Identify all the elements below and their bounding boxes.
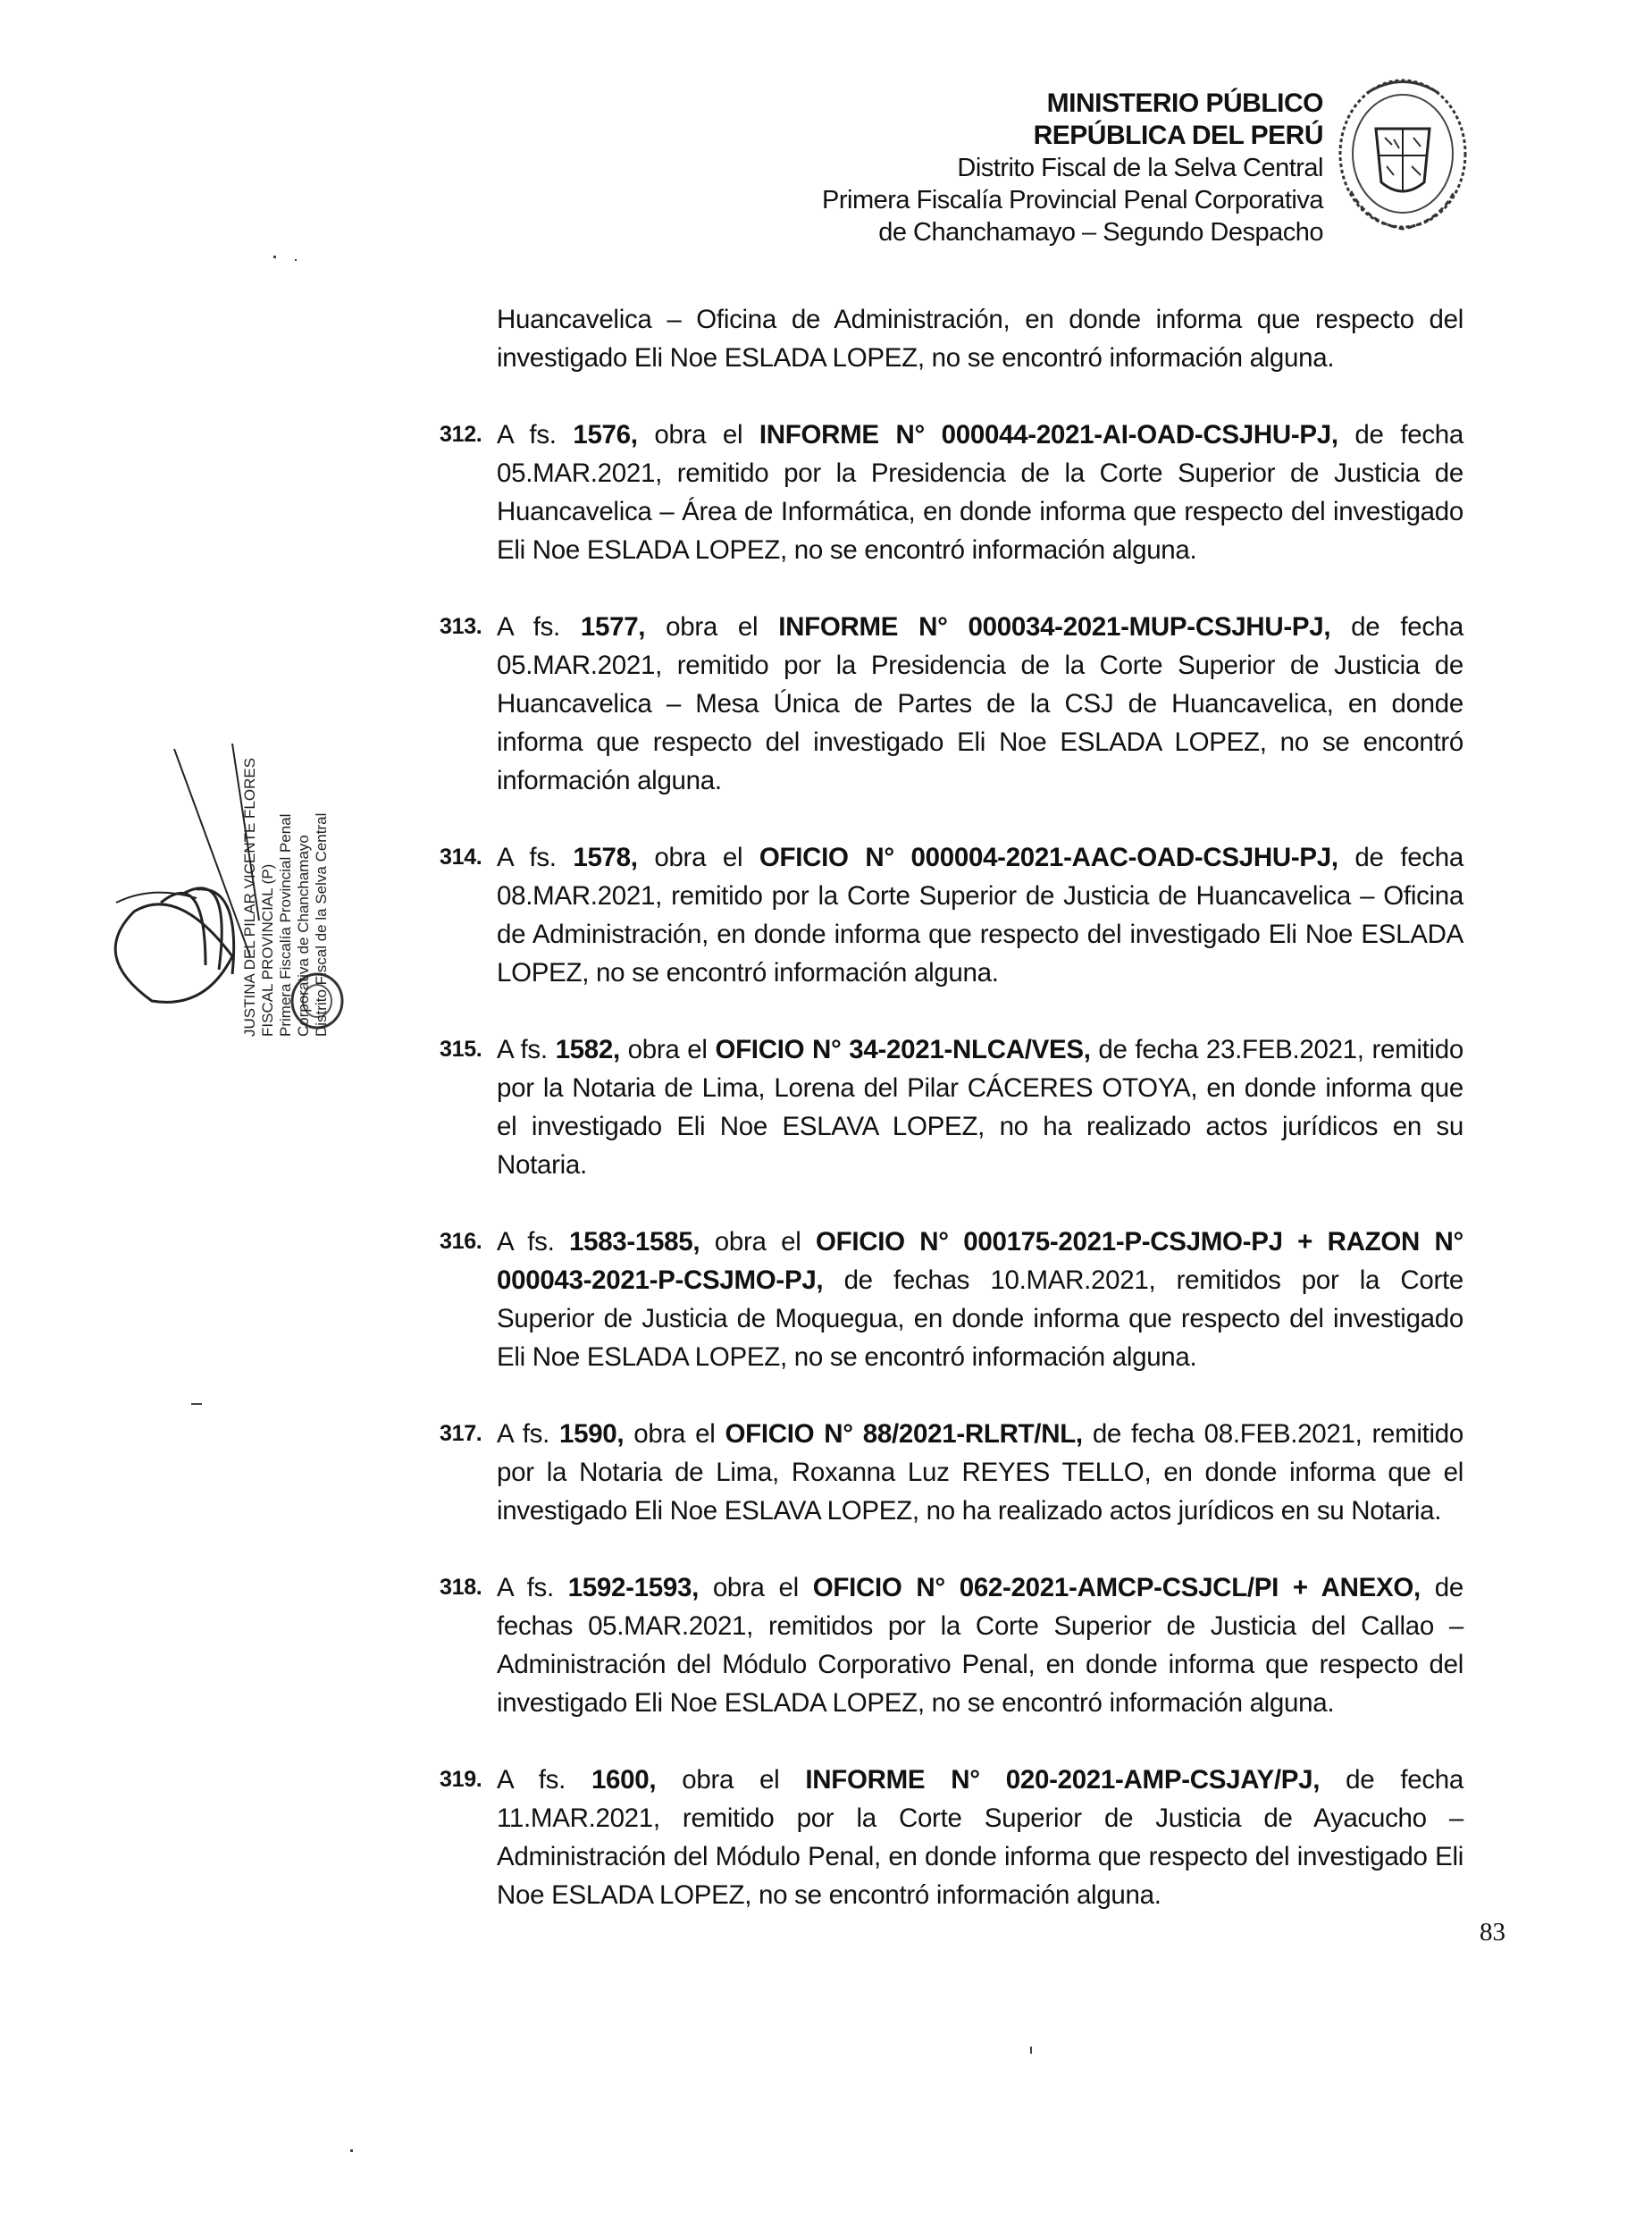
stamp-title: FISCAL PROVINCIAL (P) bbox=[259, 863, 276, 1037]
item-number: 316. bbox=[440, 1228, 482, 1254]
item-text: de fechas 05.MAR.2021, remitidos por la Corte Superior de Justicia del Callao – Administración del Módulo Corporativo Penal, en donde informa que respecto del investigado Eli Noe ESLADA LOPEZ, no se encontró información alguna. bbox=[497, 1572, 1463, 1718]
folio-ref: 1600, bbox=[591, 1764, 657, 1795]
item-text: A fs. bbox=[497, 611, 581, 642]
item-number: 317. bbox=[440, 1420, 482, 1446]
scan-speck bbox=[1030, 2047, 1032, 2054]
item-text: de fecha 08.FEB.2021, remitido por la Notaria de Lima, Roxanna Luz REYES TELLO, en donde informa que el investigado Eli Noe ESLAVA LOPEZ, no ha realizado actos jurídicos en su Notaria. bbox=[497, 1418, 1463, 1526]
document-ref: INFORME N° 020-2021-AMP-CSJAY/PJ, bbox=[805, 1764, 1321, 1795]
header-institution: MINISTERIO PÚBLICO bbox=[1046, 88, 1323, 118]
letterhead bbox=[822, 88, 1323, 248]
item-text: obra el bbox=[637, 842, 759, 872]
list-item bbox=[440, 1030, 1463, 1184]
continuation-paragraph: Huancavelica – Oficina de Administración, en donde informa que respecto del investigado Eli Noe ESLADA LOPEZ, no se encontró información alguna. bbox=[497, 304, 1463, 373]
item-number: 319. bbox=[440, 1766, 482, 1792]
folio-ref: 1577, bbox=[580, 611, 646, 642]
list-item bbox=[440, 838, 1463, 992]
item-text: A fs. bbox=[497, 842, 574, 872]
scan-speck bbox=[295, 259, 297, 261]
folio-ref: 1583-1585, bbox=[568, 1226, 700, 1257]
item-text: obra el bbox=[700, 1226, 816, 1257]
item-text: obra el bbox=[698, 1572, 813, 1602]
header-district: Distrito Fiscal de la Selva Central bbox=[957, 154, 1323, 182]
scan-speck bbox=[273, 256, 276, 258]
item-text: obra el bbox=[624, 1418, 725, 1449]
item-number: 315. bbox=[440, 1036, 482, 1062]
list-item bbox=[440, 608, 1463, 800]
list-item bbox=[440, 1568, 1463, 1722]
item-number: 314. bbox=[440, 844, 482, 870]
list-item bbox=[440, 1223, 1463, 1376]
document-ref: OFICIO N° 34-2021-NLCA/VES, bbox=[715, 1034, 1091, 1064]
item-number: 318. bbox=[440, 1574, 482, 1600]
item-text: A fs. bbox=[497, 1572, 568, 1602]
document-ref: OFICIO N° 000175-2021-P-CSJMO-PJ + RAZON N° 000043-2021-P-CSJMO-PJ, bbox=[497, 1226, 1463, 1295]
folio-ref: 1590, bbox=[558, 1418, 625, 1449]
folio-ref: 1582, bbox=[555, 1034, 620, 1064]
item-number: 313. bbox=[440, 613, 482, 639]
document-ref: INFORME N° 000044-2021-AI-OAD-CSJHU-PJ, bbox=[759, 419, 1338, 450]
list-item bbox=[440, 1415, 1463, 1530]
item-text: A fs. bbox=[497, 1418, 559, 1449]
scan-speck bbox=[350, 2149, 353, 2152]
document-ref: OFICIO N° 000004-2021-AAC-OAD-CSJHU-PJ, bbox=[759, 842, 1338, 872]
document-ref: INFORME N° 000034-2021-MUP-CSJHU-PJ, bbox=[778, 611, 1331, 642]
item-text: de fecha 08.MAR.2021, remitido por la Corte Superior de Justicia de Huancavelica – Oficina de Administración, en donde informa que respecto del investigado Eli Noe ESLADA LOPEZ, no se encontró información alguna. bbox=[497, 842, 1463, 988]
stamp-district: Distrito Fiscal de la Selva Central bbox=[313, 812, 330, 1037]
item-text: A fs. bbox=[497, 1034, 556, 1064]
item-text: obra el bbox=[656, 1764, 806, 1795]
document-ref: OFICIO N° 88/2021-RLRT/NL, bbox=[725, 1418, 1083, 1449]
document-body bbox=[440, 273, 1463, 1953]
national-seal-icon bbox=[1331, 66, 1474, 236]
header-office: Primera Fiscalía Provincial Penal Corporativa bbox=[822, 186, 1323, 214]
item-text: de fecha 05.MAR.2021, remitido por la Presidencia de la Corte Superior de Justicia de Huancavelica – Área de Informática, en donde informa que respecto del investigado Eli Noe ESLADA LOPEZ, no se encontró información alguna. bbox=[497, 419, 1463, 565]
item-text: de fechas 10.MAR.2021, remitidos por la Corte Superior de Justicia de Moquegua, en donde informa que respecto del investigado Eli Noe ESLADA LOPEZ, no se encontró información alguna. bbox=[497, 1265, 1463, 1372]
item-text: de fecha 11.MAR.2021, remitido por la Corte Superior de Justicia de Ayacucho – Administración del Módulo Penal, en donde informa que respecto del investigado Eli Noe ESLADA LOPEZ, no se encontró información alguna. bbox=[497, 1764, 1463, 1910]
list-item bbox=[440, 416, 1463, 569]
header-country: REPÚBLICA DEL PERÚ bbox=[1033, 121, 1323, 150]
item-text: obra el bbox=[619, 1034, 716, 1064]
stamp-name: JUSTINA DEL PILAR VICENTE FLORES bbox=[241, 757, 258, 1037]
list-item bbox=[440, 1761, 1463, 1914]
item-text: obra el bbox=[637, 419, 759, 450]
folio-ref: 1578, bbox=[573, 842, 638, 872]
item-text: A fs. bbox=[497, 419, 574, 450]
item-text: A fs. bbox=[497, 1226, 569, 1257]
folio-ref: 1576, bbox=[573, 419, 638, 450]
document-ref: OFICIO N° 062-2021-AMCP-CSJCL/PI + ANEXO, bbox=[812, 1572, 1421, 1602]
page-number: 83 bbox=[1480, 1918, 1505, 1946]
header-office-office2: de Chanchamayo – Segundo Despacho bbox=[878, 218, 1323, 247]
prosecutor-stamp bbox=[241, 758, 331, 1037]
item-text: de fecha 23.FEB.2021, remitido por la Notaria de Lima, Lorena del Pilar CÁCERES OTOYA, en donde informa que el investigado Eli Noe ESLAVA LOPEZ, no ha realizado actos jurídicos en su Notaria. bbox=[497, 1034, 1463, 1180]
item-text: de fecha 05.MAR.2021, remitido por la Presidencia de la Corte Superior de Justicia de Huancavelica – Mesa Única de Partes de la CSJ de Huancavelica, en donde informa que respecto del investigado Eli Noe ESLADA LOPEZ, no se encontró información alguna. bbox=[497, 611, 1463, 795]
stamp-office: Primera Fiscalía Provincial Penal bbox=[277, 813, 294, 1037]
item-number: 312. bbox=[440, 421, 482, 447]
scan-speck bbox=[191, 1403, 202, 1405]
stamp-office-location: Corporativa de Chanchamayo bbox=[295, 835, 312, 1037]
item-text: A fs. bbox=[497, 1764, 591, 1795]
folio-ref: 1592-1593, bbox=[567, 1572, 699, 1602]
item-text: obra el bbox=[645, 611, 779, 642]
